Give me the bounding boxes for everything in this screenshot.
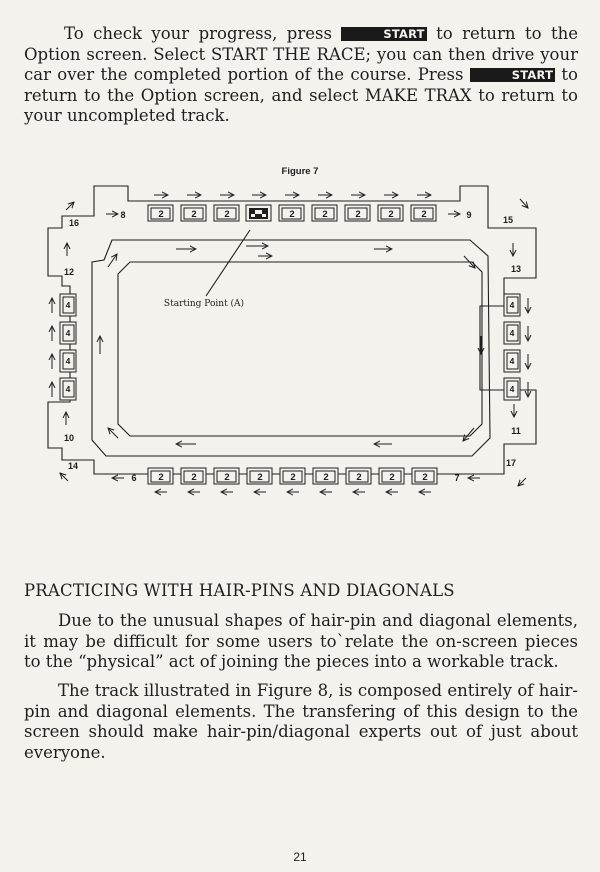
- tile-bottom-3: 2: [224, 472, 230, 483]
- intro-text-2: to return to the Option screen. Select START THE RACE; you can then drive your car over the completed portion of the course. Press: [24, 24, 578, 84]
- inner-track-outline: [118, 262, 482, 436]
- corner-17: 17: [505, 458, 517, 468]
- tile-top-5: 2: [322, 209, 328, 220]
- track-diagram: [0, 176, 600, 506]
- corner-9: 9: [466, 210, 472, 220]
- corner-14: 14: [67, 461, 79, 471]
- tile-bottom-8: 2: [389, 472, 395, 483]
- corner-7: 7: [454, 473, 460, 483]
- corner-6: 6: [131, 473, 137, 483]
- intro-text-1: To check your progress, press: [64, 24, 342, 43]
- tile-right-1: 4: [509, 300, 515, 310]
- tile-top-7: 2: [388, 209, 394, 220]
- figure-caption: Figure 7: [281, 166, 319, 177]
- corner-12: 12: [63, 267, 75, 277]
- tile-bottom-7: 2: [356, 472, 362, 483]
- tile-top-3: 2: [224, 209, 230, 220]
- starting-point-label: Starting Point (A): [163, 299, 245, 309]
- tile-left-3: 4: [65, 356, 71, 366]
- intro-text-3: to return to the Option screen, and select MAKE TRAX to return to your uncompleted track.: [24, 65, 578, 125]
- section-paragraph-2: The track illustrated in Figure 8, is composed entirely of hair-pin and diagonal elements. The transfering of this design to the screen should make hair-pin/diagonal experts out of just about everyone.: [24, 681, 578, 762]
- middle-lane-outline: [92, 240, 490, 456]
- tile-bottom-5: 2: [290, 472, 296, 483]
- intro-paragraph: [24, 24, 578, 127]
- tile-top-6: 2: [355, 209, 361, 220]
- tile-left-1: 4: [65, 300, 71, 310]
- section-heading: PRACTICING WITH HAIR-PINS AND DIAGONALS: [24, 581, 455, 600]
- corner-11: 11: [511, 426, 521, 436]
- tile-bottom-6: 2: [323, 472, 329, 483]
- tile-bottom-2: 2: [191, 472, 197, 483]
- tile-bottom-4: 2: [257, 472, 263, 483]
- starting-point-tile: [246, 205, 271, 221]
- corner-16: 16: [68, 218, 80, 228]
- tile-top-8: 2: [421, 209, 427, 220]
- start-key-icon: START: [341, 27, 426, 41]
- tile-left-2: 4: [65, 328, 71, 338]
- tile-top-2: 2: [191, 209, 197, 220]
- tile-right-3: 4: [509, 356, 515, 366]
- corner-13: 13: [510, 264, 522, 274]
- tile-top-1: 2: [158, 209, 164, 220]
- section-paragraph-1: Due to the unusual shapes of hair-pin and diagonal elements, it may be difficult for some users to`relate the on-screen pieces to the “physical” act of joining the pieces into a workable track.: [24, 611, 578, 671]
- tile-top-4: 2: [289, 209, 295, 220]
- tile-right-4: 4: [509, 384, 515, 394]
- tile-left-4: 4: [65, 384, 71, 394]
- start-key-icon: START: [470, 68, 555, 82]
- outer-track-outline: [48, 186, 536, 474]
- corner-8: 8: [120, 210, 126, 220]
- tile-right-2: 4: [509, 328, 515, 338]
- page-number: 21: [293, 850, 307, 864]
- corner-10: 10: [63, 433, 75, 443]
- tile-bottom-9: 2: [422, 472, 428, 483]
- tile-bottom-1: 2: [158, 472, 164, 483]
- corner-15: 15: [502, 215, 514, 225]
